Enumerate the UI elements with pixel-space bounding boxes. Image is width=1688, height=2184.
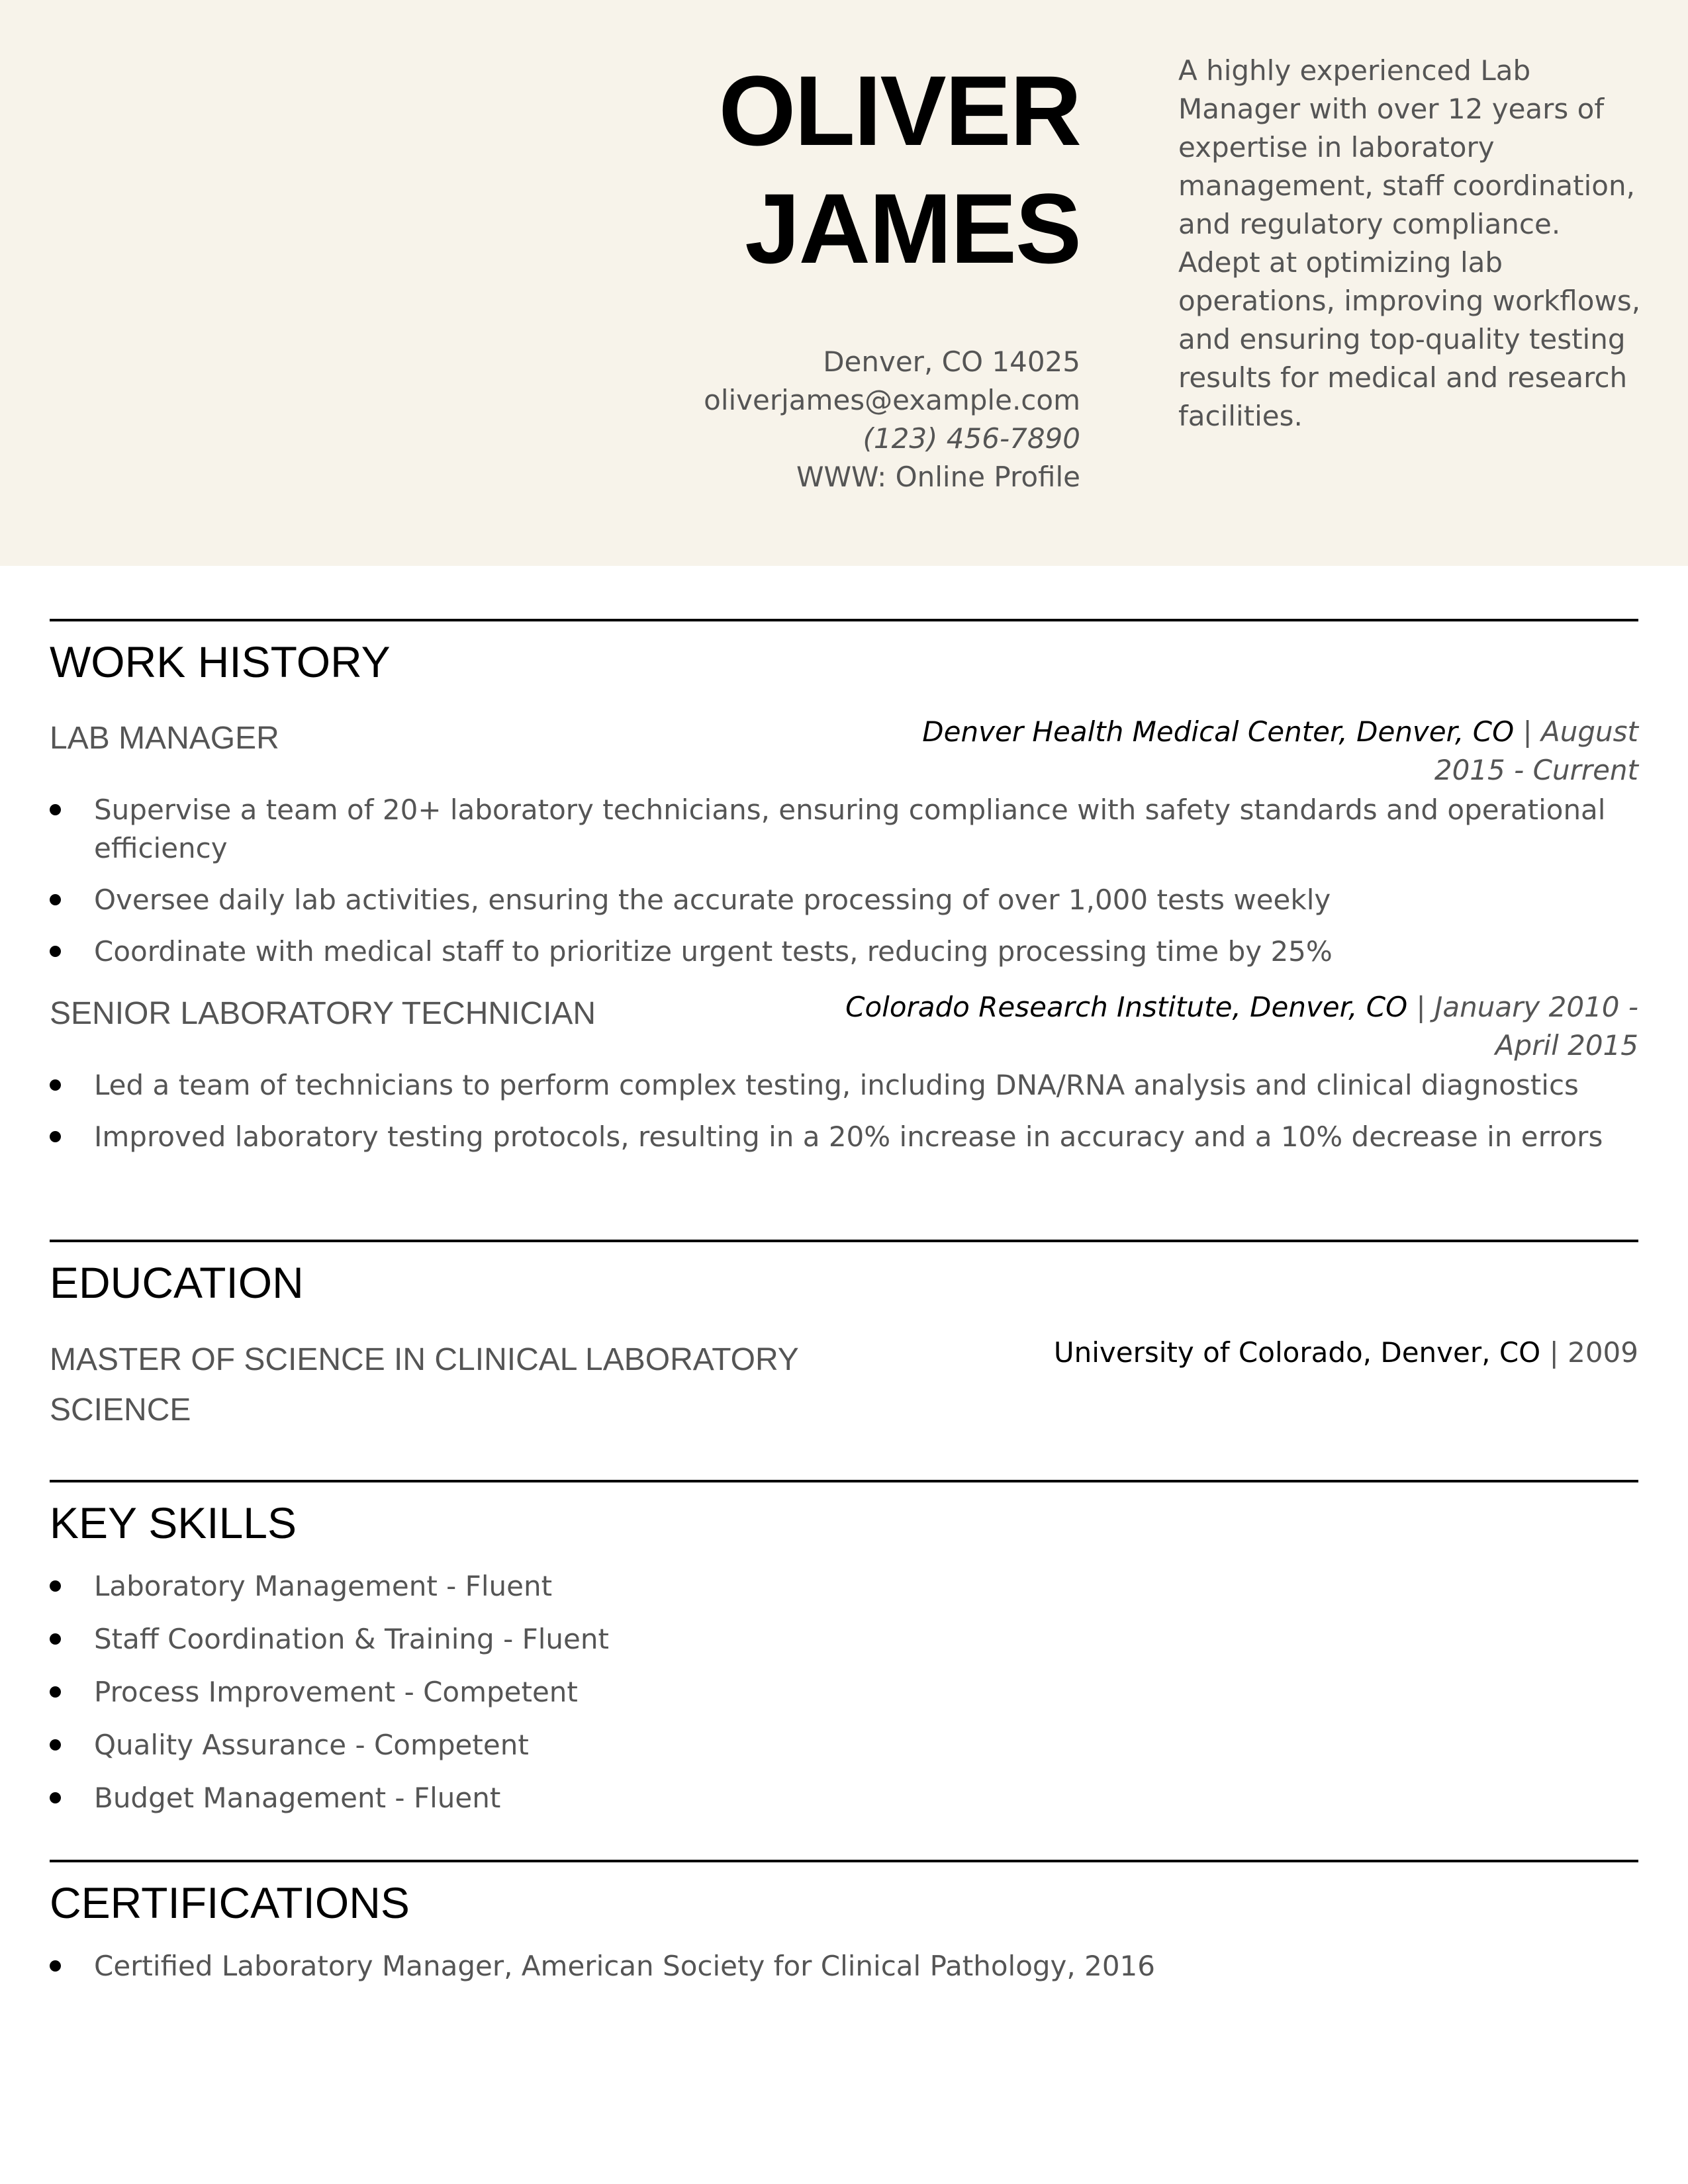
job-meta [844, 988, 1638, 1065]
education-meta [976, 1334, 1638, 1372]
location: Denver, CO 14025 [823, 345, 1080, 378]
section-title: WORK HISTORY [50, 637, 391, 686]
job-entry [50, 715, 1638, 795]
list-item: Oversee daily lab activities, ensuring the accurate processing of over 1,000 tests weekly [50, 881, 1638, 919]
list-item: Improved laboratory testing protocols, resulting in a 20% increase in accuracy and a 10% decrease in errors [50, 1118, 1638, 1156]
separator: | [1549, 1336, 1559, 1369]
contact-info [418, 343, 1080, 496]
section-divider [50, 1480, 1638, 1482]
bullet-icon [50, 1686, 61, 1698]
phone: (123) 456-7890 [863, 422, 1080, 455]
company: Colorado Research Institute, Denver, CO [845, 991, 1408, 1023]
degree: MASTER OF SCIENCE IN CLINICAL LABORATORY SCIENCE [50, 1342, 798, 1428]
section-divider [50, 1240, 1638, 1242]
job-dates: August 2015 - Current [1434, 715, 1638, 786]
last-name: JAMES [745, 173, 1080, 284]
job-title: LAB MANAGER [50, 721, 279, 756]
graduation-year: 2009 [1568, 1336, 1638, 1369]
section-title: KEY SKILLS [50, 1498, 297, 1547]
job-meta [844, 713, 1638, 790]
website: WWW: Online Profile [796, 461, 1080, 493]
bullet-icon [50, 1792, 61, 1803]
job-bullets [50, 791, 1638, 971]
job-title: SENIOR LABORATORY TECHNICIAN [50, 996, 596, 1031]
first-name: OLIVER [718, 55, 1080, 166]
resume-header [0, 0, 1688, 566]
list-item: Budget Management - Fluent [50, 1779, 1638, 1817]
bullet-icon [50, 1633, 61, 1645]
school: University of Colorado, Denver, CO [1053, 1336, 1541, 1369]
bullet-icon [50, 1079, 61, 1091]
company: Denver Health Medical Center, Denver, CO [922, 715, 1515, 748]
professional-summary: A highly experienced Lab Manager with over 12 years of expertise in laboratory management, staff coordination, and regulatory compliance. Adept at optimizing lab operations, improving workflows, and ensuring top-quality testing results for medical and research facilities. [1178, 54, 1641, 432]
work-history-section [50, 619, 1638, 1156]
section-title: CERTIFICATIONS [50, 1878, 410, 1927]
education-section [50, 1240, 1638, 1441]
certifications-list [50, 1947, 1638, 1985]
list-item: Led a team of technicians to perform complex testing, including DNA/RNA analysis and clinical diagnostics [50, 1066, 1638, 1105]
list-item: Supervise a team of 20+ laboratory technicians, ensuring compliance with safety standards and operational efficiency [50, 791, 1638, 868]
list-item: Staff Coordination & Training - Fluent [50, 1620, 1638, 1659]
bullet-icon [50, 804, 61, 815]
section-title: EDUCATION [50, 1258, 304, 1307]
list-item: Quality Assurance - Competent [50, 1726, 1638, 1764]
separator: | [1416, 991, 1426, 1023]
list-item: Certified Laboratory Manager, American Society for Clinical Pathology, 2016 [50, 1947, 1638, 1985]
bullet-icon [50, 946, 61, 957]
list-item: Coordinate with medical staff to prioritize urgent tests, reducing processing time by 25% [50, 933, 1638, 971]
certifications-section [50, 1860, 1638, 1985]
education-entry [50, 1335, 1638, 1441]
skills-section [50, 1480, 1638, 1817]
bullet-icon [50, 1131, 61, 1142]
section-divider [50, 1860, 1638, 1862]
section-divider [50, 619, 1638, 621]
list-item: Process Improvement - Competent [50, 1673, 1638, 1711]
candidate-name [418, 52, 1080, 287]
job-dates: January 2010 - April 2015 [1434, 991, 1638, 1062]
list-item: Laboratory Management - Fluent [50, 1567, 1638, 1606]
bullet-icon [50, 1960, 61, 1972]
email: oliverjames@example.com [704, 384, 1080, 416]
bullet-icon [50, 1739, 61, 1751]
bullet-icon [50, 894, 61, 905]
separator: | [1523, 715, 1532, 748]
job-entry [50, 991, 1638, 1070]
job-bullets [50, 1066, 1638, 1156]
bullet-icon [50, 1580, 61, 1592]
skills-list [50, 1567, 1638, 1817]
